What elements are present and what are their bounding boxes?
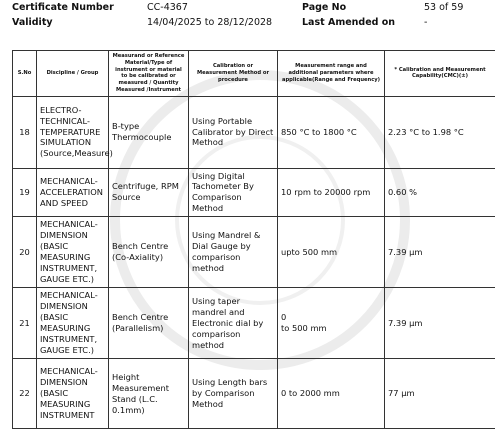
cell-sno: 19	[13, 168, 37, 217]
certificate-number-label: Certificate Number	[12, 2, 114, 13]
cell-method: Using Mandrel & Dial Gauge by comparison method	[189, 217, 278, 288]
table-row	[13, 168, 495, 217]
column-header-method: Calibration or Measurement Method or procedure	[189, 51, 278, 97]
cell-method: Using Length bars by Comparison Method	[189, 359, 278, 429]
cell-measurand: B-type Thermocouple	[109, 96, 189, 168]
cell-method: Using Digital Tachometer By Comparison Method	[189, 168, 278, 217]
calibration-table	[12, 50, 495, 429]
cell-measurand: Centrifuge, RPM Source	[109, 168, 189, 217]
cell-sno: 21	[13, 288, 37, 359]
cell-sno: 20	[13, 217, 37, 288]
certificate-number-value: CC-4367	[147, 2, 188, 13]
cell-cmc: 0.60 %	[385, 168, 495, 217]
cell-method: Using taper mandrel and Electronic dial by comparison method	[189, 288, 278, 359]
table-row	[13, 359, 495, 429]
cell-method: Using Portable Calibrator by Direct Method	[189, 96, 278, 168]
column-header-range: Measurement range and additional parameters where applicable(Range and Frequency)	[278, 51, 385, 97]
column-header-cmc: * Calibration and Measurement Capability(CMC)(±)	[385, 51, 495, 97]
table-row	[13, 96, 495, 168]
cell-discipline: MECHANICAL-ACCELERATION AND SPEED	[37, 168, 109, 217]
cell-range: 0 to 500 mm	[278, 288, 385, 359]
validity-label: Validity	[12, 17, 53, 28]
table-row	[13, 288, 495, 359]
cell-discipline: MECHANICAL-DIMENSION (BASIC MEASURING INSTRUMENT, GAUGE ETC.)	[37, 288, 109, 359]
cell-cmc: 2.23 °C to 1.98 °C	[385, 96, 495, 168]
cell-range: 0 to 2000 mm	[278, 359, 385, 429]
cell-sno: 18	[13, 96, 37, 168]
cell-range: 850 °C to 1800 °C	[278, 96, 385, 168]
column-header-discipline: Discipline / Group	[37, 51, 109, 97]
cell-discipline: MECHANICAL-DIMENSION (BASIC MEASURING INSTRUMENT, GAUGE ETC.)	[37, 217, 109, 288]
validity-value: 14/04/2025 to 28/12/2028	[147, 17, 272, 28]
cell-measurand: Bench Centre (Co-Axiality)	[109, 217, 189, 288]
cell-discipline: ELECTRO-TECHNICAL-TEMPERATURE SIMULATION (Source,Measure)	[37, 96, 109, 168]
page-number-label: Page No	[302, 2, 346, 13]
last-amended-value: -	[424, 17, 427, 28]
cell-cmc: 7.39 µm	[385, 217, 495, 288]
cell-cmc: 77 µm	[385, 359, 495, 429]
cell-range: 10 rpm to 20000 rpm	[278, 168, 385, 217]
cell-measurand: Height Measurement Stand (L.C. 0.1mm)	[109, 359, 189, 429]
page-number-value: 53 of 59	[424, 2, 463, 13]
cell-sno: 22	[13, 359, 37, 429]
cell-discipline: MECHANICAL-DIMENSION (BASIC MEASURING INSTRUMENT	[37, 359, 109, 429]
cell-range: upto 500 mm	[278, 217, 385, 288]
table-header-row	[13, 51, 495, 97]
last-amended-label: Last Amended on	[302, 17, 395, 28]
table-row	[13, 217, 495, 288]
cell-cmc: 7.39 µm	[385, 288, 495, 359]
column-header-measurand: Measurand or Reference Material/Type of instrument or material to be calibrated or measured / Quantity Measured /Instrument	[109, 51, 189, 97]
certificate-header	[0, 0, 495, 40]
cell-measurand: Bench Centre (Parallelism)	[109, 288, 189, 359]
column-header-sno: S.No	[13, 51, 37, 97]
